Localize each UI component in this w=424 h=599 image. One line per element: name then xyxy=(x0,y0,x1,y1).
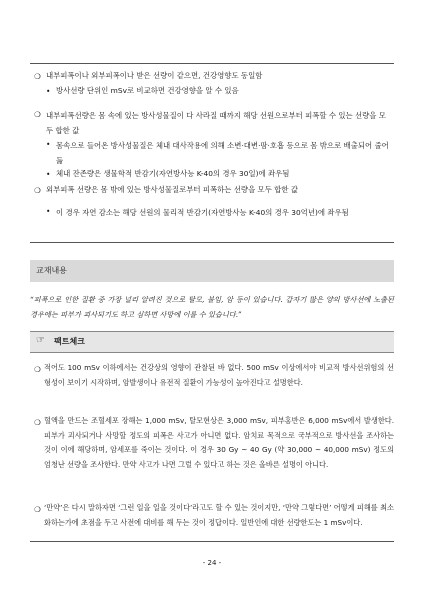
factcheck-paragraph: ‘만약’은 다시 말하자면 ‘그런 일을 일을 것이다’라고도 할 수 있는 것이지만, ‘만약 그렇다면’ 어떻게 피해를 최소화하는가에 초점을 두고 사전에 대비를 해 두는 것이 정답이다. 일반인에 대한 선량한도는 1 mSv이다. xyxy=(44,503,394,527)
bullet-marker: ❍ xyxy=(34,365,41,374)
sub-bullet-marker: • xyxy=(46,170,51,179)
sub-paragraph: 이 경우 자연 감소는 해당 선원의 물리적 반감기(자연방사능 K-40의 경우 30억년)에 좌우됨 xyxy=(56,208,349,217)
paragraph: 외부피폭 선량은 몸 밖에 있는 방사성물질로부터 피폭하는 선량을 모두 합한 값 xyxy=(46,185,298,194)
bottom-divider xyxy=(30,541,394,542)
textbook-label: 교재내용 xyxy=(36,266,67,275)
sub-paragraph: 몸속으로 들어온 방사성물질은 체내 대사작용에 의해 소변·대변·땀·호흡 등으로 몸 밖으로 배출되어 줄어듦 xyxy=(56,141,389,165)
bullet-marker: ❍ xyxy=(34,186,41,195)
sub-paragraph: 체내 잔존량은 생물학적 반감기(자연방사능 K-40의 경우 30일)에 좌우됨 xyxy=(56,169,290,178)
textbook-quote: “피폭으로 인한 질환 중 가장 널리 알려진 것으로 탈모, 불임, 암 등이 있습니다. 갑자기 많은 양의 방사선에 노출된 경우에는 피부가 괴사되기도 하고 심하면 사망에 이를 수 있습니다.” xyxy=(30,295,394,319)
bullet-marker: ❍ xyxy=(34,72,41,81)
factcheck-header xyxy=(30,331,394,353)
sub-bullet-marker: • xyxy=(46,207,51,216)
factcheck-paragraph: 적어도 100 mSv 이하에서는 건강상의 영향이 관찰된 바 없다. 500 mSv 이상에서야 비교적 방사선위험의 선형성이 보이기 시작하며, 암발생이나 유전적 질환이 가능성이 높아진다고 설명한다. xyxy=(44,363,394,387)
bullet-marker: ❍ xyxy=(34,110,41,119)
paragraph: 내부피폭이나 외부피폭이나 받은 선량이 같으면, 건강영향도 동일함 xyxy=(46,71,263,80)
sub-bullet-marker: • xyxy=(46,87,51,96)
textbook-section-header xyxy=(30,260,394,282)
pointing-hand-icon: ☞ xyxy=(36,335,45,346)
bullet-marker: ❍ xyxy=(34,418,41,427)
section-divider xyxy=(30,242,394,243)
factcheck-label: 팩트체크 xyxy=(54,337,85,346)
sub-paragraph: 방사선량 단위인 mSv로 비교하면 건강영향을 알 수 있음 xyxy=(56,86,239,95)
paragraph: 내부피폭선량은 몸 속에 있는 방사성물질이 다 사라질 때까지 해당 선원으로부터 피폭할 수 있는 선량을 모두 합한 값 xyxy=(46,111,386,135)
bullet-marker: ❍ xyxy=(34,505,41,514)
page-number: - 24 - xyxy=(202,559,222,567)
sub-bullet-marker: • xyxy=(46,140,51,149)
top-divider xyxy=(30,63,394,64)
factcheck-paragraph: 혈액을 만드는 조혈세포 장해는 1,000 mSv, 탈모현상은 3,000 mSv, 피부홍반은 6,000 mSv에서 발생한다. 피부가 괴사되거나 사망할 정도의 피폭은 사고가 아니면 없다. 암치료 목적으로 국부적으로 방사선을 조사하는 것이 이에 해당하며, 암세포를 죽이는 것이다. 이 경우 30 Gy ~ 40 Gy (약 30,000 ~ 40,000 mSv) 정도의 엄청난 선량을 조사한다. 만약 사고가 나면 그럴 수 있다고 하는 것은 올바른 설명이 아니다. xyxy=(44,416,394,469)
